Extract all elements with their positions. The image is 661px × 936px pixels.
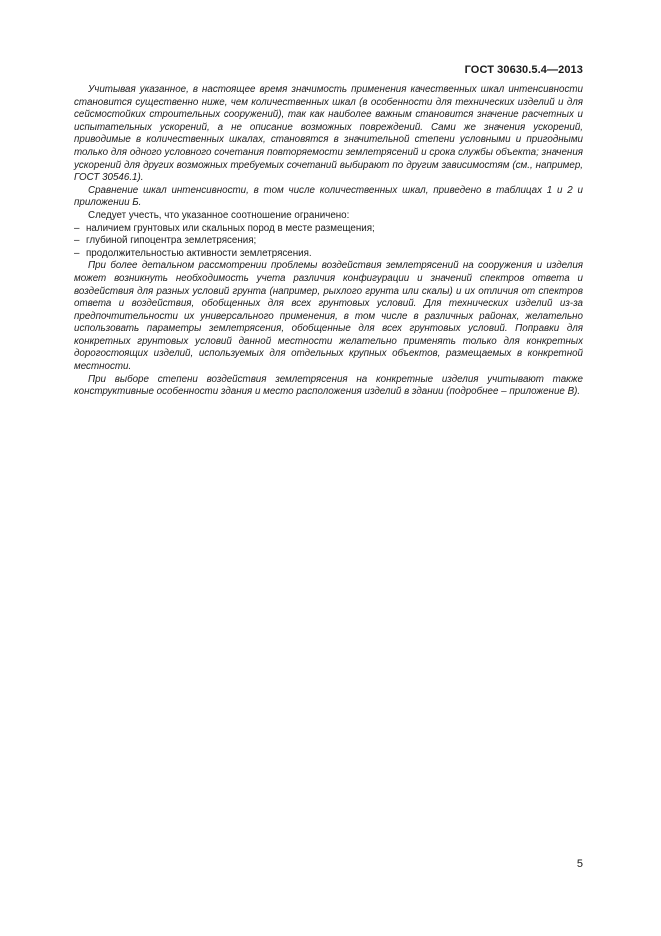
paragraph-intensity-scales: Учитывая указанное, в настоящее время значимость применения качественных шкал интенсивности становится существенно ниже, чем количественных шкал (в особенности для технических изделий и для сейсмостойких строительных сооружений), так как наиболее важным становится значение расчетных и испытательных ускорений, а не описание возможных повреждений. Сами же значения ускорений, приводимые в количественных шкалах, становятся в значительной степени условными и пригодными только для одного условного сочетания повторяемости землетрясений и срока службы объекта; значения ускорений для других возможных требуемых сочетаний выбирают по другим зависимостям (см., например, ГОСТ 30546.1).: [74, 84, 583, 184]
document-header: [465, 64, 583, 76]
list-item: [74, 235, 583, 248]
page-number: 5: [576, 858, 583, 870]
standard-number: ГОСТ 30630.5.4—2013: [464, 64, 583, 76]
list-item-text: продолжительностью активности землетрясения.: [86, 247, 312, 259]
list-dash: –: [74, 247, 80, 259]
list-item-text: наличием грунтовых или скальных пород в месте размещения;: [86, 222, 375, 234]
list-item: [74, 223, 583, 236]
paragraph-limitations-intro: Следует учесть, что указанное соотношение ограничено:: [88, 209, 350, 221]
list-dash: –: [74, 222, 80, 234]
page-body: [74, 84, 583, 399]
list-item: [74, 248, 583, 261]
list-item-text: глубиной гипоцентра землетрясения;: [86, 235, 257, 247]
paragraph-building-features: При выборе степени воздействия землетрясения на конкретные изделия учитывают также конструктивные особенности здания и место расположения изделий в здании (подробнее – приложение В).: [74, 373, 583, 398]
paragraph-scale-comparison: Сравнение шкал интенсивности, в том числе количественных шкал, приведено в таблицах 1 и 2 и приложении Б.: [74, 184, 583, 209]
paragraph-spectra: При более детальном рассмотрении проблемы воздействия землетрясений на сооружения и изделия может возникнуть необходимость учета различия конфигурации и значений спектров ответа и воздействия для разных условий грунта (например, рыхлого грунта или скалы) и их отличия от спектров ответа и воздействия, обобщенных для всех грунтовых условий. Для технических изделий из-за предпочтительности их универсального применения, в том числе в различных районах, желательно использовать параметры землетрясения, обобщенные для всех грунтовых условий. Поправки для конкретных грунтовых условий данной местности желательно применять только для конкретных дорогостоящих изделий, используемых для отдельных крупных объектов, размещаемых в конкретной местности.: [74, 260, 583, 373]
list-dash: –: [74, 235, 80, 247]
